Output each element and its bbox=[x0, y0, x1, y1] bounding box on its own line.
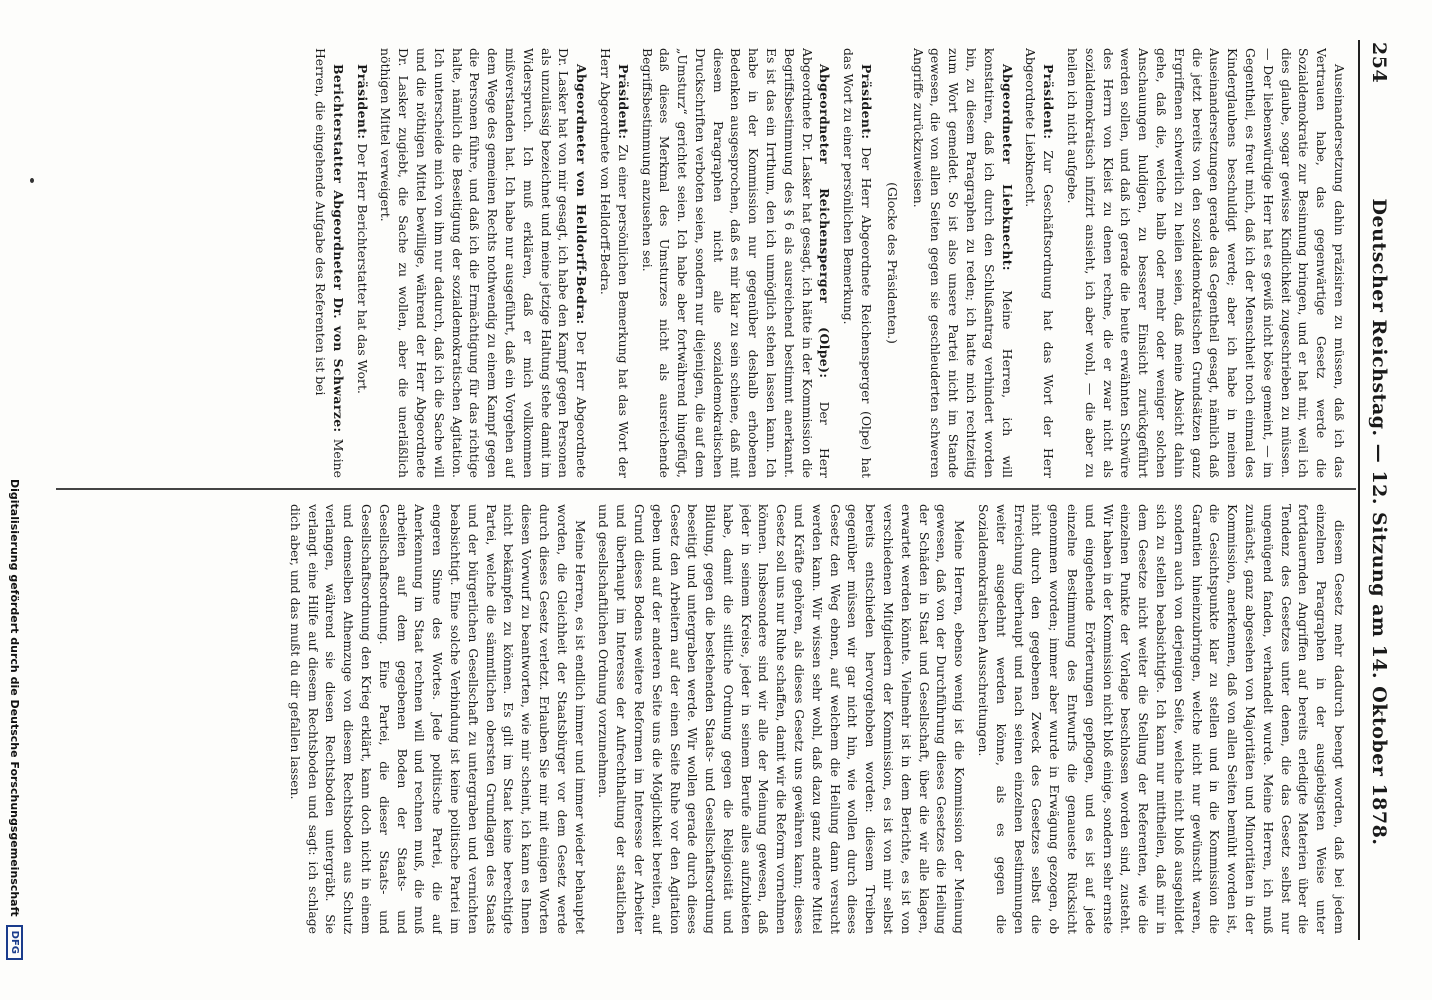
speech-paragraph bbox=[909, 48, 1016, 478]
left-column bbox=[38, 48, 1348, 478]
running-title: Deutscher Reichstag. — 12. Sitzung am 14. Oktober 1878. bbox=[1368, 198, 1390, 846]
page-number: 254 bbox=[1368, 42, 1390, 84]
speaker-name: Abgeordneter Liebknecht: bbox=[999, 64, 1015, 271]
body-paragraph: Meine Herren, ebenso wenig ist die Kommission der Meinung gewesen, daß von der Durchführung dieses Gesetzes die Heilung der Schäden in Staat und Gesellschaft, über die wir alle klagen, erwartet werden könnte. Vielmehr ist in dem Berichte, es ist von verschiedenen Mitgliedern der Kommission, es ist von mir selbst bereits entschieden hervorgehoben worden: diesem Treiben gegenüber müssen wir gar nicht hin, wie wollen durch dieses Gesetz den Weg ebnen, auf welchem die Heilung dann versucht werden kann. Wir wissen sehr wohl, daß dazu ganz andere Mittel und Kräfte gehören, als dieses Gesetz uns gewähren kann; dieses Gesetz soll uns nur Ruhe schaffen, damit wir die Reform vornehmen können. Insbesondere sind wir alle der Meinung gewesen, daß jeder in seinem Kreise, jeder in seinem Berufe alles aufzubieten habe, damit die sittliche Ordnung gegen die Religiosität und Bildung, gegen die bestehenden Staats- und Gesellschaftsordnung beseitigt und untergraben werde. Wir wollen gerade durch dieses Gesetz den Arbeitern auf der einen Seite Ruhe vor den Agitation geben und auf der anderen Seite uns die Möglichkeit bereiten, auf Grund dieses Bodens weitere Reformen im Interesse der Arbeiter und überhaupt im Interesse der Aufrechthaltung der staatlichen und gesellschaftlichen Ordnung vorzunehmen. bbox=[596, 504, 968, 934]
dfg-logo: DFG bbox=[7, 925, 24, 960]
right-column bbox=[38, 504, 1348, 934]
page-header bbox=[1368, 42, 1408, 942]
speech-paragraph bbox=[1022, 48, 1058, 478]
speech-text: Der Herr Abgeordnete Reichensperger (Olpe) hat das Wort zu einer persönlichen Bemerkung. bbox=[841, 48, 875, 478]
speaker-name: Präsident: bbox=[859, 64, 875, 140]
digitization-credit bbox=[3, 0, 27, 1000]
speech-paragraph bbox=[377, 48, 591, 478]
speaker-name: Präsident: bbox=[1041, 64, 1057, 140]
speech-paragraph bbox=[311, 48, 347, 478]
speech-text: Zur Geschäftsordnung hat das Wort der Herr Abgeordnete Liebknecht. bbox=[1023, 48, 1057, 478]
header-rule bbox=[1358, 40, 1360, 940]
speech-text: Der Herr Berichterstatter hat das Wort. bbox=[354, 143, 370, 394]
body-paragraph: diesem Gesetz mehr dadurch beengt worden, daß bei jedem einzelnen Paragraphen in der ausgiebigsten Weise unter fortdauernden Angriffen auf bereits erledigte Materien über die Tendenz des Gesetzes unter denen, die das Gesetz selbst nur ungenügend fanden, verhandelt wurde. Meine Herren, ich muß zunächst, ganz abgesehen von Majoritäten und Minoritäten in der Kommission, anerkennen, daß von allen Seiten bemüht worden ist, die Gesichtspunkte klar zu stellen und in die Kommission die Garantien hineinzubringen, welche nicht nur gewünscht waren, sondern auch von derjenigen Seite, welche nicht bloß ausgebildet sich zu stellen beabsichtigte. Ich kann nur mittheilen, daß mir in dem Gesetze nicht weiter die Stellung der Referenten, wie die einzelnen Punkte der Vorlage beschlossen worden sind, zusteht. Wir haben in der Kommission nicht bloß einige, sondern sehr ernste und eingehende Erörterungen gepflogen, und es ist auf jede einzelne Bestimmung des Entwurfs die genaueste Rücksicht genommen worden; immer aber wurde in Erwägung gezogen, ob nicht durch den gegebenen Zweck des Gesetzes selbst die Erreichung überhaupt und nach seinen einzelnen Bestimmungen weiter ausgedehnt werden könne, als es gegen die Sozialdemokratischen Ausschreitungen. bbox=[976, 504, 1347, 934]
speech-text: Der Herr Abgeordnete Dr. Lasker hat gesagt, ich hätte in der Kommission die Begriffsbestimmung des § 6 als ausreichend bestimmt anerkannt. Es ist das ein Irrthum, den ich unmöglich stehen lassen kann. Ich habe in der Kommission nur gegenüber deshalb erhobenen Bedenken ausgesprochen, daß es mir klar zu sein schiene, daß mit diesem Paragraphen nicht alle sozialdemokratischen Druckschriften verboten seien, sondern nur diejenigen, die auf dem „Umsturz“ gerichtet seien. Ich habe aber fortwährend hingefügt, daß dieses Merkmal des Umsturzes nicht als ausreichende Begriffsbestimmung anzusehen sei. bbox=[639, 48, 833, 478]
speech-paragraph bbox=[353, 48, 371, 478]
speaker-name: Berichterstatter Abgeordneter Dr. von Schwarze: bbox=[330, 64, 346, 433]
speech-text: Meine Herren, die eingehende Aufgabe des Referenten ist bei bbox=[312, 48, 346, 478]
credit-text: Digitalisierung gefördert durch die Deutsche Forschungsgemeinschaft bbox=[8, 478, 22, 917]
speaker-name: Präsident: bbox=[354, 64, 370, 140]
speech-text: Der Herr Abgeordnete Dr. Lasker hat von mir gesagt, ich habe den Kampf gegen Personen als unzulässig bezeichnet und meine jetzige Haltung stehe damit im Widerspruch. Ich muß erklären, daß er mich vollkommen mißverstanden hat. Ich habe nur ausgeführt, daß ein Vorgehen auf dem Wege des gemeinen Rechts nothwendig zu einem Kampf gegen die Personen führe, und daß ich die Ermächtigung für das richtige halte, nämlich die Beseitigung der sozialdemokratischen Agitation. Ich unterscheide mich von ihm nur dadurch, daß ich die Sache will und die nöthigen Mittel bewillige, während der Herr Abgeordnete Dr. Lasker zugiebt, die Sache zu wollen, aber die unerläßlich nöthigen Mittel verweigert. bbox=[378, 48, 590, 478]
scan-speck bbox=[30, 178, 34, 183]
speaker-name: Präsident: bbox=[615, 64, 631, 140]
body-paragraph: Meine Herren, es ist endlich immer und immer wieder behauptet worden, die Gleichheit der Staatsbürger vor dem Gesetz werde durch dieses Gesetz verletzt. Erlauben Sie mir mit einigen Worten diesen Vorwurf zu beantworten, wie mir scheint, ich kann es Ihnen nicht bekämpfen zu können. Es gilt im Staat keine berechtigte Partei, welche die sämmtlichen obersten Grundlagen des Staats und der bürgerlichen Gesellschaft zu untergraben und vernichten beabsichtigt. Eine solche Verbindung ist keine politische Partei im engeren Sinne des Wortes. Jede politische Partei, die auf Anerkennung im Staat rechnen will und rechnen muß, die muß arbeiten auf dem gegebenen Boden der Staats- und Gesellschaftsordnung. Eine Partei, die dieser Staats- und Gesellschaftsordnung den Krieg erklärt, kann doch nicht in einem und demselben Athemzuge von diesem Rechtsboden aus Schutz verlangen, während sie diesen Rechtsboden untergräbt. Sie verlangt eine Hilfe auf diesem Rechtsboden und sagt: ich schlage dich aber, und das mußt du dir gefallen lassen. bbox=[287, 504, 588, 934]
speech-paragraph bbox=[839, 48, 875, 478]
speech-text: Meine Herren, ich will konstatiren, daß ich durch den Schlußantrag verhindert worden bin, zu diesem Paragraphen zu reden; ich hatte mich rechtzeitig zum Wort gemeldet. So ist also unsere Partei nicht im Stande gewesen, die von allen Seiten gegen sie geschleuderten schweren Angriffe zurückzuweisen. bbox=[910, 48, 1015, 478]
speaker-name: Abgeordneter Reichensperger (Olpe): bbox=[817, 64, 833, 379]
speech-paragraph bbox=[638, 48, 834, 478]
body-paragraph: Auseinandersetzung dahin präzisiren zu müssen, daß ich das Vertrauen habe, das gegenwärtige Gesetz werde die Sozialdemokratie zur Besinnung bringen, und er hat mir, weil ich dies glaube, sogar gewisse Kindlichkeit zugeschrieben zu müssen. — Der liebenswürdige Herr hat es gewiß nicht böse gemeint, — im Gegentheil, es freut mich, daß ich der Menschheit noch einmal des Kinderglaubens beschuldigt werde; aber ich habe in meinen Auseinandersetzungen gerade das Gegentheil gesagt, nämlich daß die jetzt bereits von den sozialdemokratischen Grundsätzen ganz Ergriffenen schwerlich zu heilen seien, daß meine Absicht dahin gehe, daß die, welche halb oder mehr oder weniger solchen Anschauungen huldigen, zu besserer Einsicht zurückgeführt werden sollen, und daß ich gerade die heute erwähnten Schwüre des Herrn von Kleist zu denen rechne, die er zwar nicht als sozialdemokratisch infizirt ansieht, ich aber wohl, — die aber zu heilen ich nicht aufgebe. bbox=[1065, 48, 1347, 478]
column-divider bbox=[56, 488, 1356, 490]
stage-direction: (Glocke des Präsidenten.) bbox=[884, 182, 900, 344]
speech-paragraph bbox=[596, 48, 632, 478]
speech-text: Zu einer persönlichen Bemerkung hat das Wort der Herr Abgeordnete von Helldorff-Bedra. bbox=[597, 48, 631, 478]
speaker-name: Abgeordneter von Helldorff-Bedra: bbox=[574, 64, 590, 325]
